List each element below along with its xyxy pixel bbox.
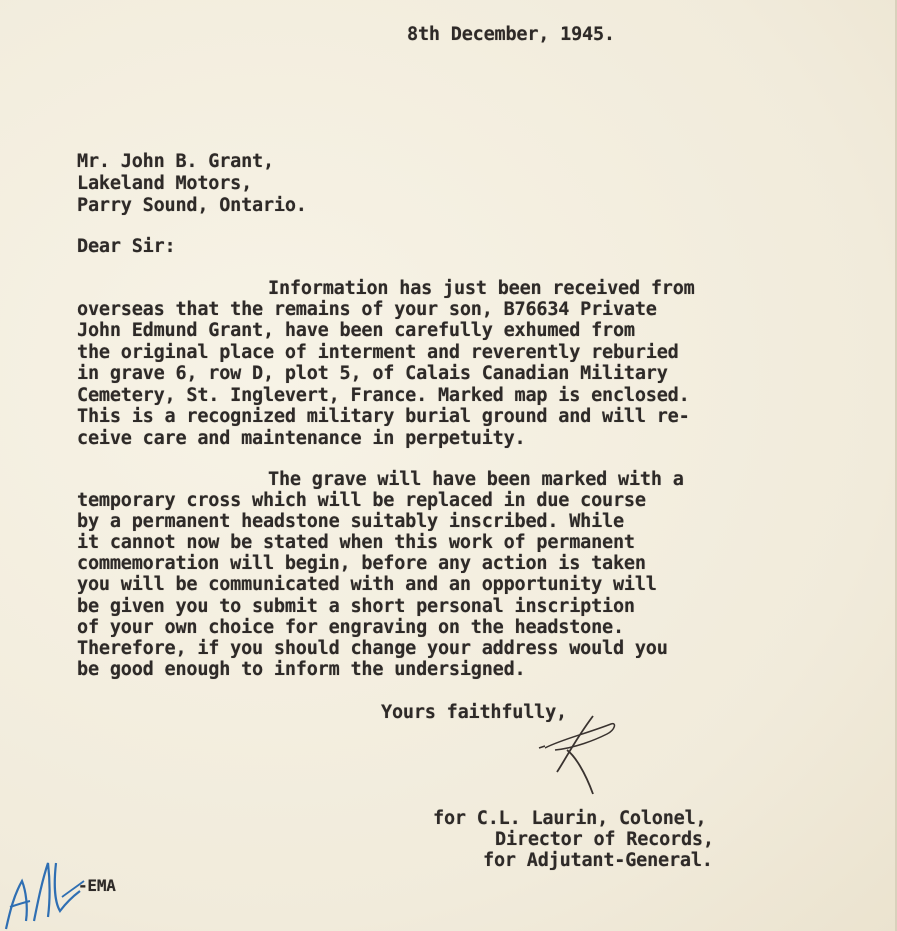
recipient-company: Lakeland Motors, <box>77 173 253 194</box>
recipient-name: Mr. John B. Grant, <box>77 151 274 172</box>
paragraph2-line: it cannot now be stated when this work of permanent <box>77 532 635 553</box>
salutation: Dear Sir: <box>77 236 176 257</box>
paragraph2-line: Therefore, if you should change your address would you <box>77 638 668 659</box>
paragraph1-line: John Edmund Grant, have been carefully exhumed from <box>77 320 635 341</box>
paragraph1-line: the original place of interment and reverently reburied <box>77 342 679 363</box>
handwritten-initials <box>0 851 100 931</box>
paragraph1-line: overseas that the remains of your son, B76634 Private <box>77 299 657 320</box>
letter-date: 8th December, 1945. <box>407 24 615 45</box>
paragraph1-line: Cemetery, St. Inglevert, France. Marked map is enclosed. <box>77 385 690 406</box>
paragraph2-line: The grave will have been marked with a <box>268 469 684 490</box>
signature-mark <box>515 710 635 800</box>
paragraph1-line: ceive care and maintenance in perpetuity. <box>77 428 526 449</box>
signature-line: Director of Records, <box>495 829 714 850</box>
paragraph2-line: be given you to submit a short personal inscription <box>77 596 635 617</box>
recipient-address: Parry Sound, Ontario. <box>77 195 307 216</box>
closing: Yours faithfully, <box>381 702 567 723</box>
reference-initials: -EMA <box>78 876 116 895</box>
paragraph2-line: be good enough to inform the undersigned. <box>77 659 526 680</box>
paragraph1-line: in grave 6, row D, plot 5, of Calais Canadian Military <box>77 363 668 384</box>
paragraph2-line: commemoration will begin, before any action is taken <box>77 553 646 574</box>
paragraph1-line: Information has just been received from <box>268 278 695 299</box>
paragraph1-line: This is a recognized military burial ground and will re- <box>77 406 690 427</box>
signature-line: for C.L. Laurin, Colonel, <box>433 808 707 829</box>
paragraph2-line: temporary cross which will be replaced in due course <box>77 490 646 511</box>
paragraph2-line: you will be communicated with and an opportunity will <box>77 574 657 595</box>
paragraph2-line: by a permanent headstone suitably inscribed. While <box>77 511 624 532</box>
paragraph2-line: of your own choice for engraving on the headstone. <box>77 617 624 638</box>
signature-line: for Adjutant-General. <box>483 850 713 871</box>
